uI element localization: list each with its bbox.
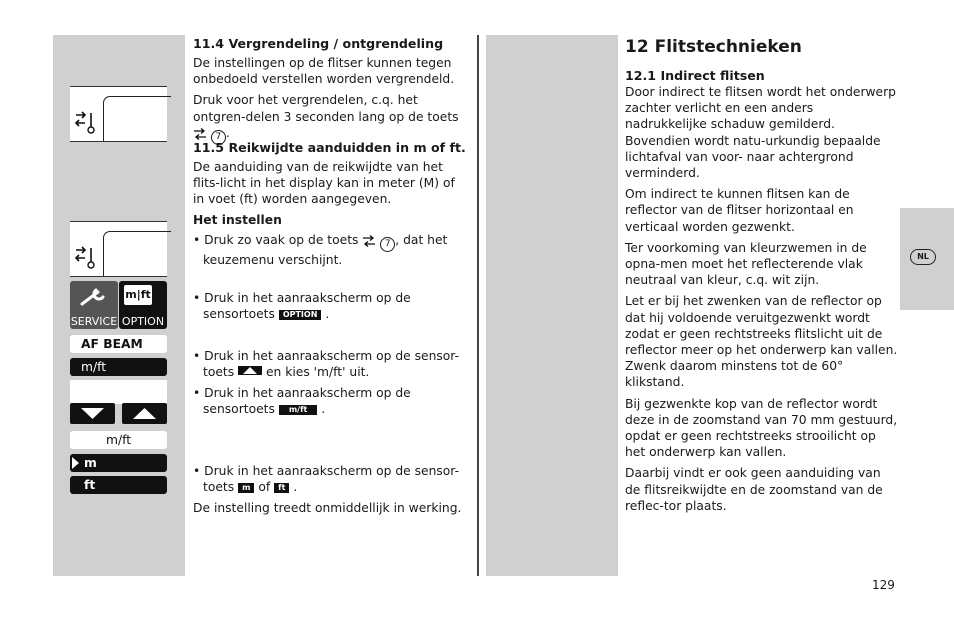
paragraph: Daarbij vindt er ook geen aanduiding van de flitsreikwijdte en de zoomstand van de reflec-tor plaats. bbox=[625, 466, 883, 513]
bullet-text: • Druk in het aanraakscherm op de sensortoets bbox=[193, 291, 411, 322]
period: . bbox=[225, 125, 230, 140]
menu-option-m[interactable] bbox=[70, 454, 167, 472]
bullet-item bbox=[193, 463, 478, 495]
scroll-down-button[interactable] bbox=[70, 403, 115, 424]
wrench-icon bbox=[78, 286, 110, 308]
lock-key-icon bbox=[362, 235, 376, 247]
bullet-text: en kies 'm/ft' uit. bbox=[265, 365, 370, 380]
section-heading: 11.5 Reikwijdte aanduidden in m of ft. bbox=[193, 140, 466, 155]
selection-arrow-icon bbox=[72, 457, 79, 469]
option-label: OPTION bbox=[121, 315, 165, 328]
option-button[interactable] bbox=[119, 281, 167, 329]
right-margin-panel bbox=[486, 35, 618, 576]
service-button[interactable] bbox=[70, 281, 118, 329]
lock-key-icon bbox=[193, 128, 207, 140]
paragraph: Bij gezwenkte kop van de reflector wordt deze in de zoomstand van 70 mm gestuurd, opdat er geen rechtstreeks strooilicht op het onderwerp kan vallen. bbox=[625, 396, 898, 460]
key-number: 7 bbox=[380, 237, 395, 252]
arrow-up-icon bbox=[133, 408, 156, 419]
menu-empty-slot bbox=[70, 380, 167, 404]
bullet-item bbox=[193, 385, 478, 417]
paragraph: Om indirect te kunnen flitsen kan de reflector van de flitser horizontaal en verticaal worden gezwenkt. bbox=[625, 187, 854, 234]
subheading: Het instellen bbox=[193, 212, 282, 227]
mft-key-tag: m/ft bbox=[279, 405, 318, 415]
section-11-5 bbox=[193, 140, 468, 228]
chapter-title: 12 Flitstechnieken bbox=[625, 37, 802, 57]
lock-icon bbox=[74, 109, 96, 135]
bullet-item bbox=[193, 348, 478, 380]
section-heading: 12.1 Indirect flitsen bbox=[625, 68, 765, 83]
menu-option-ft[interactable] bbox=[70, 476, 167, 494]
paragraph bbox=[193, 92, 468, 144]
menu-option-m-label: m bbox=[84, 456, 97, 470]
paragraph: De aanduiding van de reikwijdte van het flits-licht in het display kan in meter (M) of in voet (ft) worden aangegeven. bbox=[193, 160, 455, 207]
bullet-text: , dat het keuzemenu verschijnt. bbox=[203, 233, 448, 267]
paragraph: Door indirect te flitsen wordt het onderwerp zachter verlicht en een anders nadrukkelijke schaduw gemilderd. Bovendien wordt natu-urkundig bepaalde lichtafval van voor- naar achtergrond verminderd. bbox=[625, 85, 896, 181]
key-number: 7 bbox=[211, 130, 226, 145]
flash-device-illustration bbox=[70, 86, 167, 142]
ft-key-tag: ft bbox=[274, 483, 289, 493]
up-arrow-key-tag bbox=[238, 366, 262, 375]
bullet-text: of bbox=[258, 480, 271, 495]
page-number: 129 bbox=[872, 578, 895, 592]
bullet-text: • Druk in het aanraakscherm op de sensor-toets bbox=[193, 464, 460, 495]
flash-device-illustration-2 bbox=[70, 221, 167, 277]
option-icon: m|ft bbox=[124, 285, 152, 305]
display-window bbox=[103, 96, 171, 141]
m-key-tag: m bbox=[238, 483, 254, 493]
arrow-up-icon bbox=[243, 367, 257, 374]
paragraph: De instellingen op de flitser kunnen tegen onbedoeld verstellen worden vergrendeld. bbox=[193, 56, 455, 87]
option-key-tag: OPTION bbox=[279, 310, 322, 320]
bullet-text: . bbox=[293, 480, 298, 495]
chapter-12 bbox=[625, 37, 898, 519]
bullet-text: • Druk in het aanraakscherm op de sensortoets bbox=[193, 386, 411, 417]
section-heading: 11.4 Vergrendeling / ontgrendeling bbox=[193, 36, 444, 51]
menu-title-af-beam: AF BEAM bbox=[70, 335, 167, 353]
bullet-text: • Druk zo vaak op de toets bbox=[193, 233, 359, 247]
bullet-item bbox=[193, 290, 478, 322]
display-window bbox=[103, 231, 171, 276]
paragraph: Let er bij het zwenken van de reflector op dat hij voldoende veruitgezwenkt wordt zodat er geen rechtstreeks flitslicht uit de reflector meer op het onderwerp kan vallen. Zwenk daarom minstens tot de 60° klikstand. bbox=[625, 294, 898, 390]
paragraph-text: Druk voor het vergrendelen, c.q. het ontgren-delen 3 seconden lang op de toets bbox=[193, 93, 459, 124]
arrow-down-icon bbox=[81, 408, 104, 419]
language-badge: NL bbox=[910, 249, 936, 265]
menu-item-mft[interactable]: m/ft bbox=[70, 358, 167, 376]
menu-title-mft: m/ft bbox=[70, 431, 167, 449]
bullet-text: • Druk in het aanraakscherm op de sensor-toets bbox=[193, 349, 460, 380]
closing-paragraph: De instelling treedt onmiddellijk in werking. bbox=[193, 501, 462, 515]
section-11-4 bbox=[193, 36, 468, 150]
service-label: SERVICE bbox=[70, 315, 118, 328]
scroll-up-button[interactable] bbox=[122, 403, 167, 424]
menu-option-ft-label: ft bbox=[84, 478, 96, 492]
bullet-text: . bbox=[321, 402, 326, 417]
bullet-text: . bbox=[325, 307, 330, 322]
paragraph: Ter voorkoming van kleurzwemen in de opna-men moet het reflecterende vlak neutraal van kleur, c.q. wit zijn. bbox=[625, 240, 867, 288]
lock-icon bbox=[74, 244, 96, 270]
bullet-item bbox=[193, 232, 478, 268]
